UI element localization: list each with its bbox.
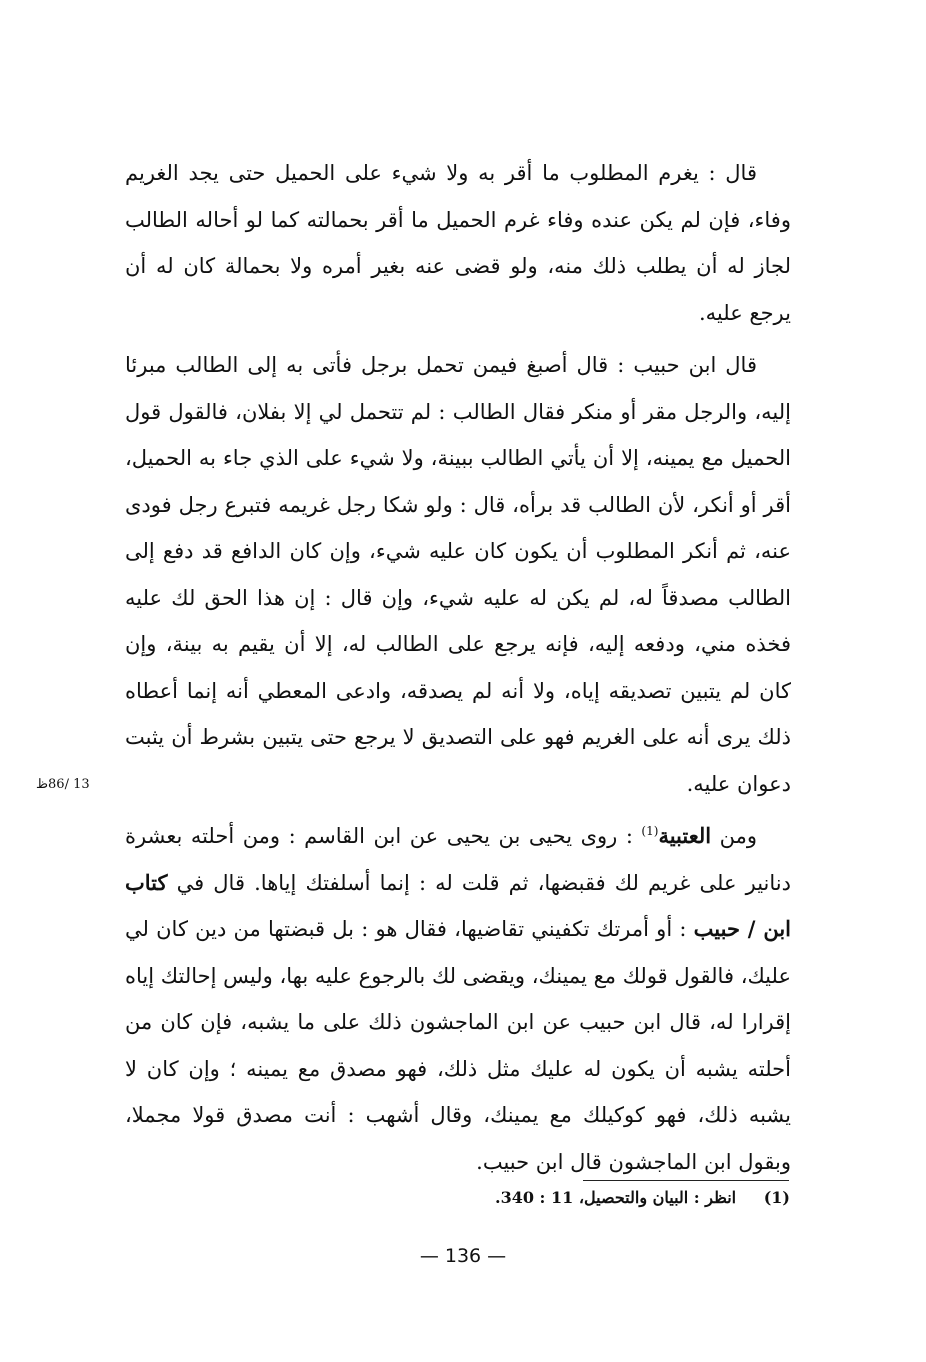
- paragraph-3-lead: ومن: [719, 824, 757, 848]
- main-text: [125, 150, 791, 1191]
- source-title-ibn-habib: كتاب ابن / حبيب: [125, 869, 791, 941]
- manuscript-folio-note: 13 /86ظ: [36, 777, 90, 792]
- paragraph-3: [125, 813, 791, 1185]
- footnote-divider: [583, 1180, 789, 1181]
- paragraph-3-text-2: : أو أمرتك تكفيني تقاضيها، فقال هو : بل قبضتها من دين كان لي عليك، فالقول قولك مع يمينك، ويقضى لك بالرجوع عليه بها، وليس إحالتك إياه إقرارا له، قال ابن حبيب عن ابن الماجشون ذلك على ما يشبه، فإن كان من أحلته يشبه أن يكون له عليك مثل ذلك، فهو مصدق مع يمينه ؛ وإن كان لا يشبه ذلك، فهو كوكيلك مع يمينك، وقال أشهب : أنت مصدق قولا مجملا، وبقول ابن الماجشون قال ابن حبيب.: [125, 917, 791, 1174]
- paragraph-2: قال ابن حبيب : قال أصبغ فيمن تحمل برجل فأتى به إلى الطالب مبرئا إليه، والرجل مقر أو منكر فقال الطالب : لم تتحمل لي إلا بفلان، فالقول قول الحميل مع يمينه، إلا أن يأتي الطالب ببينة، ولا شيء على الذي جاء به الحميل، أقر أو أنكر، لأن الطالب قد برأه، قال : ولو شكا رجل غريمه فتبرع رجل فودى عنه، ثم أنكر المطلوب أن يكون كان عليه شيء، وإن كان الدافع قد دفع إلى الطالب مصدقاً له، لم يكن له عليه شيء، وإن قال : إن هذا الحق لك عليه فخذه مني، ودفعه إليه، فإنه يرجع على الطالب له، إلا أن يقيم به بينة، وإن كان لم يتبين تصديقه إياه، ولا أنه لم يصدقه، وادعى المعطي أنه إنما أعطاه ذلك يرى أنه على الغريم فهو على التصديق لا يرجع حتى يتبين بشرط أن يثبت دعوان عليه.: [125, 353, 791, 796]
- footnote-number: (1): [763, 1188, 790, 1207]
- footnote-reference[interactable]: (1): [641, 824, 659, 838]
- footnote: [400, 1188, 790, 1207]
- paragraph-3-text-1: : روى يحيى بن يحيى عن ابن القاسم : ومن أحلته بعشرة دنانير على غريم لك فقبضها، ثم قلت له : إنما أسلفتك إياها. قال في: [125, 824, 791, 895]
- source-title-atabiya: العتبية: [658, 823, 712, 848]
- paragraph-1: قال : يغرم المطلوب ما أقر به ولا شيء على الحميل حتى يجد الغريم وفاء، فإن لم يكن عنده وفاء غرم الحميل ما أقر بحمالته كما لو أحاله الطالب لجاز له أن يطلب ذلك منه، ولو قضى عنه بغير أمره ولا بحمالة كان له أن يرجع عليه.: [125, 161, 791, 325]
- page-number: — 136 —: [419, 1245, 507, 1267]
- footnote-text: انظر : البيان والتحصيل، 11 : 340.: [495, 1188, 737, 1207]
